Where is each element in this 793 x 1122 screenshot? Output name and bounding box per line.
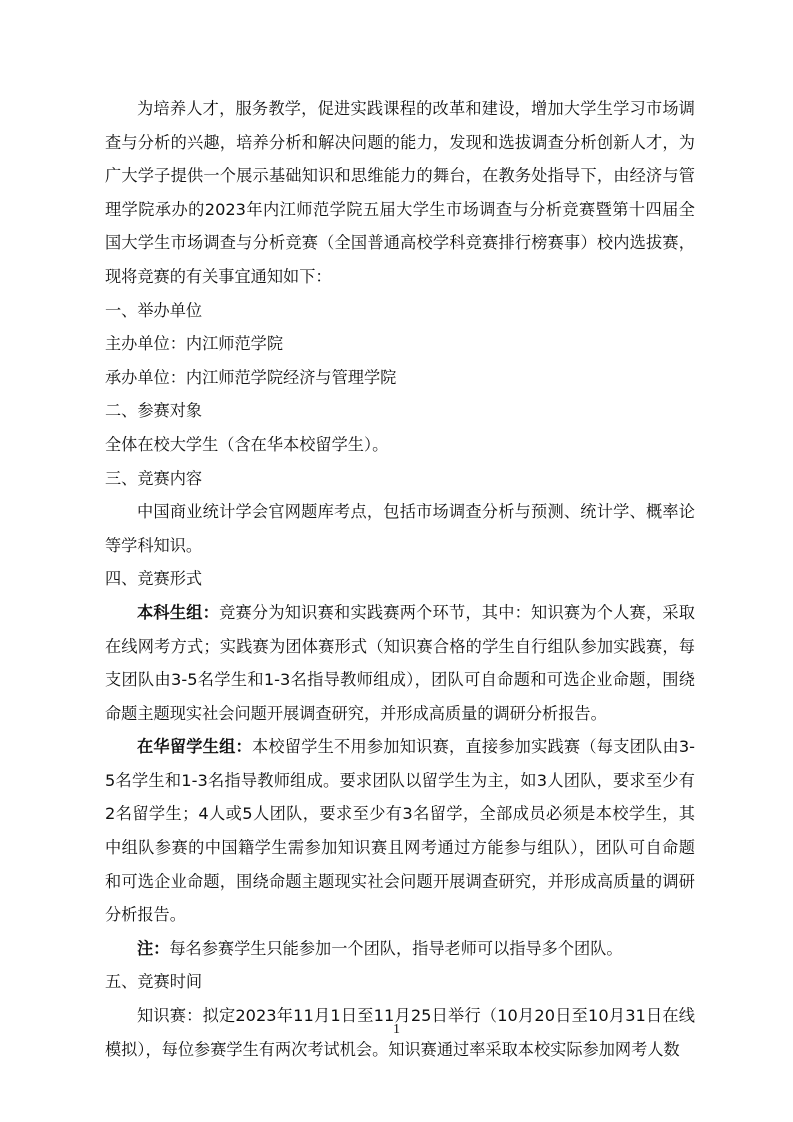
note-label: 注： xyxy=(137,938,170,958)
organizer-line: 主办单位：内江师范学院 xyxy=(105,334,284,354)
intl-text: 本校留学生不用参加知识赛，直接参加实践赛（每支团队由3-5名学生和1-3名指导教师组成。要求团队以留学生为主，如3人团队，要求至少有2名留学生；4人或5人团队，要求至少有3名留学，全部成员必须是本校学生，其中组队参赛的中国籍学生需参加知识赛且网考通过方能参与组队），团队可自命题和可选企业命题，围绕命题主题现实社会问题开展调查研究，并形成高质量的调研分析报告。 xyxy=(105,737,696,925)
intro-paragraph: 为培养人才，服务教学，促进实践课程的改革和建设，增加大学生学习市场调查与分析的兴趣，培养分析和解决问题的能力，发现和选拔调查分析创新人才，为广大学子提供一个展示基础知识和思维能力的舞台，在教务处指导下，由经济与管理学院承办的2023年内江师范学院五届大学生市场调查与分析竞赛暨第十四届全国大学生市场调查与分析竞赛（全国普通高校学科竞赛排行榜赛事）校内选拔赛，现将竞赛的有关事宜通知如下： xyxy=(105,99,695,286)
document-body xyxy=(105,92,695,1066)
undergrad-paragraph xyxy=(105,596,695,730)
undergrad-label: 本科生组： xyxy=(137,602,220,622)
intl-label: 在华留学生组： xyxy=(137,737,252,757)
note-paragraph xyxy=(105,932,695,966)
note-text: 每名参赛学生只能参加一个团队，指导老师可以指导多个团队。 xyxy=(169,938,623,958)
section-heading-time: 五、竞赛时间 xyxy=(105,972,203,992)
section-heading-organizers: 一、举办单位 xyxy=(105,300,203,320)
page-number: 1 xyxy=(393,1022,400,1037)
undergrad-text: 竞赛分为知识赛和实践赛两个环节，其中：知识赛为个人赛，采取在线网考方式；实践赛为团体赛形式（知识赛合格的学生自行组队参加实践赛，每支团队由3-5名学生和1-3名指导教师组成），团队可自命题和可选企业命题，围绕命题主题现实社会问题开展调查研究，并形成高质量的调研分析报告。 xyxy=(105,602,695,723)
co-organizer-line: 承办单位：内江师范学院经济与管理学院 xyxy=(105,367,397,387)
section-heading-participants: 二、参赛对象 xyxy=(105,401,203,421)
section-heading-content: 三、竞赛内容 xyxy=(105,468,203,488)
intl-paragraph xyxy=(105,730,695,932)
content-text: 中国商业统计学会官网题库考点，包括市场调查分析与预测、统计学、概率论等学科知识。 xyxy=(105,502,695,555)
section-heading-format: 四、竞赛形式 xyxy=(105,569,203,589)
participants-text: 全体在校大学生（含在华本校留学生）。 xyxy=(105,434,389,454)
knowledge-time-text: 知识赛：拟定2023年11月1日至11月25日举行（10月20日至10月31日在线模拟），每位参赛学生有两次考试机会。知识赛通过率采取本校实际参加网考人数 xyxy=(105,1006,695,1059)
